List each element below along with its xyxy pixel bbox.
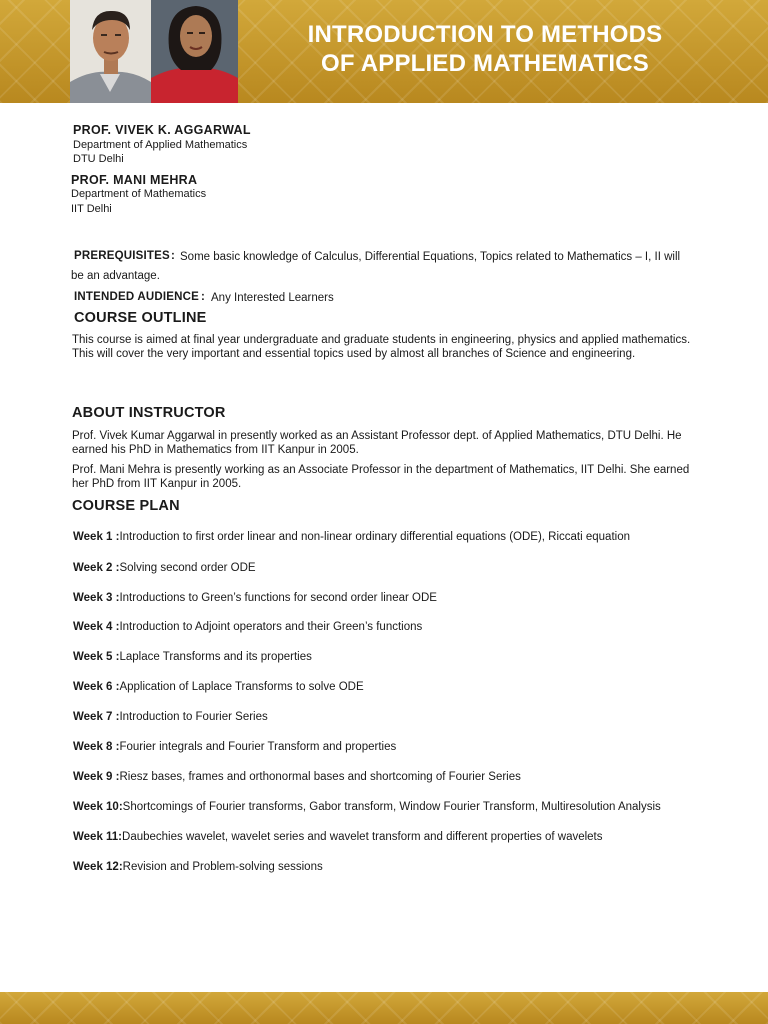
course-plan-week-4 (73, 621, 422, 633)
prerequisites-text-line-2: be an advantage. (71, 270, 160, 282)
instructor-photo-aggarwal (70, 0, 151, 103)
course-plan-week-6 (73, 681, 364, 693)
instructor-2-name: PROF. MANI MEHRA (71, 173, 198, 187)
course-plan-week-8 (73, 741, 396, 753)
course-outline-text (72, 333, 702, 361)
instructor-2-institute: IIT Delhi (71, 203, 112, 215)
course-plan-week-5 (73, 651, 312, 663)
about-instructor-para-2-line-1: Prof. Mani Mehra is presently working as an Associate Professor in the department of Mathematics, IIT Delhi. She earned (72, 464, 690, 476)
instructor-1-name: PROF. VIVEK K. AGGARWAL (73, 123, 251, 137)
week-topic: Introduction to Adjoint operators and their Green’s functions (119, 621, 423, 633)
week-label: Week 10: (73, 801, 123, 813)
course-title-line-1: INTRODUCTION TO METHODS (307, 21, 663, 48)
course-title-line-2: OF APPLIED MATHEMATICS (321, 50, 649, 77)
about-instructor-para-1-line-2: earned his PhD in Mathematics from IIT Kanpur in 2005. (72, 444, 359, 456)
week-label: Week 5 : (73, 651, 120, 663)
week-label: Week 3 : (73, 592, 120, 604)
course-outline-line-1: This course is aimed at final year undergraduate and graduate students in engineering, physics and applied mathematics. (72, 334, 691, 346)
week-topic: Introduction to first order linear and non-linear ordinary differential equations (ODE), Riccati equation (119, 531, 630, 543)
course-title (290, 20, 680, 78)
week-topic: Daubechies wavelet, wavelet series and wavelet transform and different properties of wavelets (122, 831, 603, 843)
prerequisites-label: PREREQUISITES (74, 250, 170, 262)
course-plan-week-9 (73, 771, 521, 783)
week-topic: Solving second order ODE (119, 562, 256, 574)
course-outline-heading: COURSE OUTLINE (74, 310, 207, 326)
week-label: Week 4 : (73, 621, 120, 633)
week-topic: Shortcomings of Fourier transforms, Gabor transform, Window Fourier Transform, Multiresolution Analysis (122, 801, 661, 813)
prerequisites-text-line-1: Some basic knowledge of Calculus, Differential Equations, Topics related to Mathematics – I, II will (180, 251, 681, 263)
week-label: Week 12: (73, 861, 123, 873)
week-topic: Fourier integrals and Fourier Transform and properties (119, 741, 397, 753)
week-topic: Application of Laplace Transforms to solve ODE (119, 681, 364, 693)
week-topic: Introduction to Fourier Series (119, 711, 268, 723)
course-plan-week-2 (73, 562, 256, 574)
about-instructor-para-1 (72, 429, 702, 457)
week-topic: Riesz bases, frames and orthonormal bases and shortcoming of Fourier Series (119, 771, 521, 783)
about-instructor-para-2 (72, 463, 702, 491)
course-plan-week-7 (73, 711, 268, 723)
week-label: Week 7 : (73, 711, 120, 723)
about-instructor-heading: ABOUT INSTRUCTOR (72, 405, 226, 421)
course-outline-line-2: This will cover the very important and essential topics used by almost all branches of Science and engineering. (72, 348, 636, 360)
week-label: Week 1 : (73, 531, 120, 543)
about-instructor-para-2-line-2: her PhD from IIT Kanpur in 2005. (72, 478, 242, 490)
instructor-photo-mehra (151, 0, 238, 103)
week-label: Week 6 : (73, 681, 120, 693)
course-plan-heading: COURSE PLAN (72, 498, 180, 514)
intended-audience-label: INTENDED AUDIENCE (74, 291, 200, 303)
prerequisites-separator: : (171, 250, 176, 262)
intended-audience-text: Any Interested Learners (211, 292, 334, 304)
week-topic: Laplace Transforms and its properties (119, 651, 312, 663)
footer-banner (0, 992, 768, 1024)
week-topic: Revision and Problem-solving sessions (122, 861, 323, 873)
instructor-2-department: Department of Mathematics (71, 188, 207, 200)
instructor-1-institute: DTU Delhi (73, 153, 124, 165)
course-plan-week-1 (73, 531, 630, 543)
course-plan-week-11 (73, 831, 603, 843)
course-plan-week-10 (73, 801, 661, 813)
course-plan-week-3 (73, 592, 437, 604)
week-label: Week 9 : (73, 771, 120, 783)
course-plan-week-12 (73, 861, 323, 873)
instructor-1-department: Department of Applied Mathematics (73, 139, 248, 151)
week-label: Week 2 : (73, 562, 120, 574)
week-label: Week 8 : (73, 741, 120, 753)
intended-audience-separator: : (201, 291, 206, 303)
week-topic: Introductions to Green’s functions for second order linear ODE (119, 592, 437, 604)
about-instructor-para-1-line-1: Prof. Vivek Kumar Aggarwal in presently worked as an Assistant Professor dept. of Applied Mathematics, DTU Delhi. He (72, 430, 682, 442)
week-label: Week 11: (73, 831, 123, 843)
